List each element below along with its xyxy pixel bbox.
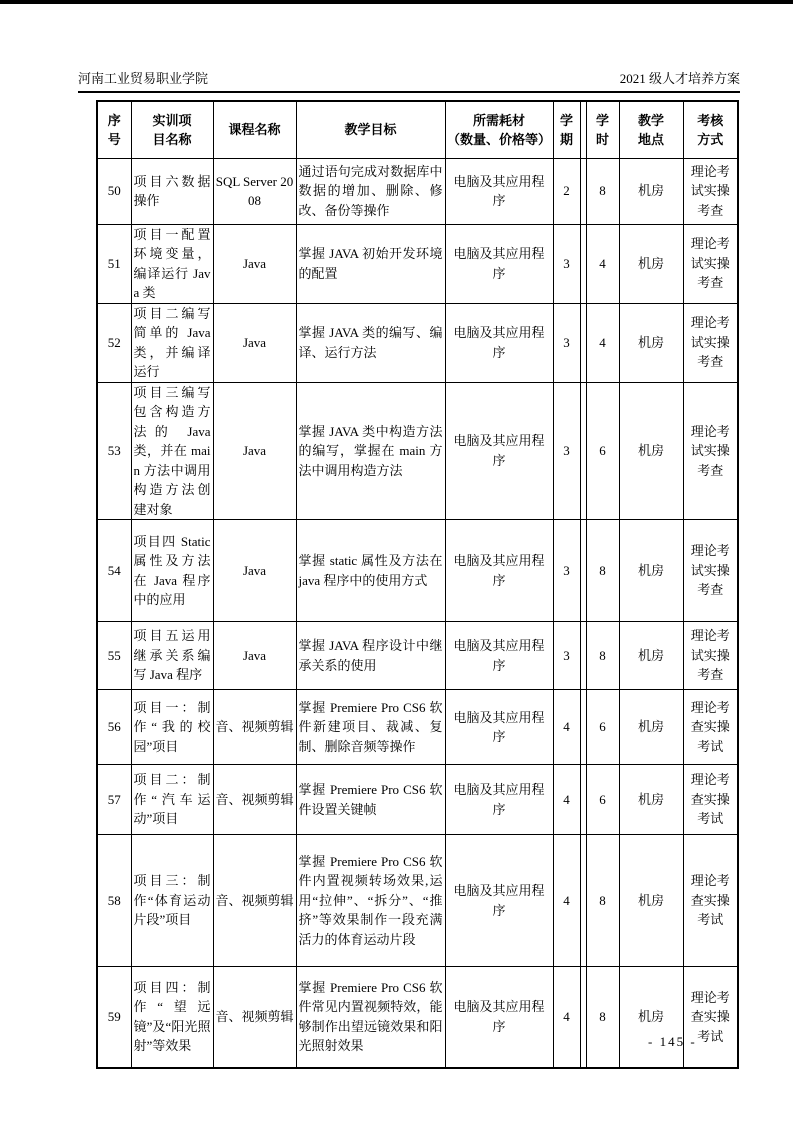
- column-header-line: （数量、价格等）: [446, 131, 551, 147]
- cell-objective: 掌握 Premiere Pro CS6 软件新建项目、裁减、复制、删除音频等操作: [296, 690, 445, 765]
- cell-objective: 掌握 Premiere Pro CS6 软件设置关键帧: [296, 765, 445, 835]
- cell-no: 56: [97, 690, 131, 765]
- column-header-hours: [586, 101, 619, 158]
- table-row: [97, 622, 738, 690]
- cell-hours: 4: [586, 224, 619, 303]
- cell-project: 项目二：制作“汽车运动”项目: [131, 765, 213, 835]
- cell-assessment: 理论考试实操考查: [683, 520, 738, 622]
- table-row: [97, 158, 738, 224]
- cell-no: 52: [97, 303, 131, 382]
- column-header-line: 实训项: [152, 112, 192, 128]
- cell-materials: 电脑及其应用程序: [445, 382, 553, 520]
- cell-course: Java: [213, 520, 296, 622]
- cell-materials: 电脑及其应用程序: [445, 835, 553, 967]
- cell-hours: 8: [586, 967, 619, 1068]
- table-row: [97, 835, 738, 967]
- cell-course: Java: [213, 303, 296, 382]
- cell-location: 机房: [619, 690, 683, 765]
- cell-project: 项目一：制作“我的校园”项目: [131, 690, 213, 765]
- cell-location: 机房: [619, 224, 683, 303]
- column-header-line: 期: [559, 131, 573, 147]
- cell-hours: 6: [586, 382, 619, 520]
- table-row: [97, 690, 738, 765]
- cell-course: SQL Server 2008: [213, 158, 296, 224]
- cell-materials: 电脑及其应用程序: [445, 622, 553, 690]
- cell-objective: 通过语句完成对数据库中数据的增加、删除、修改、备份等操作: [296, 158, 445, 224]
- cell-hours: 6: [586, 765, 619, 835]
- column-header-line: 目名称: [152, 131, 192, 147]
- page-header: [78, 71, 740, 93]
- cell-no: 53: [97, 382, 131, 520]
- cell-no: 55: [97, 622, 131, 690]
- table-row: [97, 303, 738, 382]
- cell-course: 音、视频剪辑: [213, 765, 296, 835]
- cell-assessment: 理论考试实操考查: [683, 158, 738, 224]
- table-row: [97, 967, 738, 1068]
- cell-materials: 电脑及其应用程序: [445, 224, 553, 303]
- cell-location: 机房: [619, 622, 683, 690]
- cell-semester: 3: [553, 622, 580, 690]
- column-header-line: 课程名称: [228, 122, 281, 138]
- cell-semester: 4: [553, 835, 580, 967]
- cell-project: 项目三：制作“体育运动片段”项目: [131, 835, 213, 967]
- cell-location: 机房: [619, 835, 683, 967]
- column-header-objective: [296, 101, 445, 158]
- cell-objective: 掌握 Premiere Pro CS6 软件内置视频转场效果,运用“拉伸”、“拆分”、“推挤”等效果制作一段充满活力的体育运动片段: [296, 835, 445, 967]
- cell-assessment: 理论考试实操考查: [683, 224, 738, 303]
- cell-course: 音、视频剪辑: [213, 835, 296, 967]
- cell-semester: 4: [553, 967, 580, 1068]
- cell-hours: 8: [586, 158, 619, 224]
- cell-assessment: 理论考查实操考试: [683, 690, 738, 765]
- cell-objective: 掌握 JAVA 程序设计中继承关系的使用: [296, 622, 445, 690]
- cell-course: Java: [213, 382, 296, 520]
- cell-semester: 3: [553, 303, 580, 382]
- column-header-semester: [553, 101, 580, 158]
- training-projects-table: [96, 100, 739, 1069]
- column-header-location: [619, 101, 683, 158]
- cell-assessment: 理论考试实操考查: [683, 622, 738, 690]
- column-header-project: [131, 101, 213, 158]
- cell-no: 50: [97, 158, 131, 224]
- cell-no: 57: [97, 765, 131, 835]
- table-row: [97, 224, 738, 303]
- cell-objective: 掌握 Premiere Pro CS6 软件常见内置视频特效，能够制作出望远镜效果和阳光照射效果: [296, 967, 445, 1068]
- cell-location: 机房: [619, 158, 683, 224]
- cell-project: 项目二编写简单的 Java 类，并编译运行: [131, 303, 213, 382]
- table-row: [97, 765, 738, 835]
- column-header-line: 教学: [637, 112, 664, 128]
- table-header-row: [97, 101, 738, 158]
- cell-assessment: 理论考查实操考试: [683, 835, 738, 967]
- column-header-assessment: [683, 101, 738, 158]
- cell-materials: 电脑及其应用程序: [445, 967, 553, 1068]
- cell-assessment: 理论考查实操考试: [683, 967, 738, 1068]
- cell-location: 机房: [619, 382, 683, 520]
- column-header-line: 序: [107, 112, 121, 128]
- column-header-line: 方式: [697, 131, 724, 147]
- column-header-line: 教学目标: [344, 122, 397, 138]
- cell-materials: 电脑及其应用程序: [445, 690, 553, 765]
- table-header: [97, 101, 738, 158]
- cell-materials: 电脑及其应用程序: [445, 303, 553, 382]
- cell-materials: 电脑及其应用程序: [445, 158, 553, 224]
- cell-objective: 掌握 JAVA 类中构造方法的编写，掌握在 main 方法中调用构造方法: [296, 382, 445, 520]
- cell-hours: 8: [586, 835, 619, 967]
- column-header-line: 地点: [637, 131, 664, 147]
- cell-semester: 3: [553, 520, 580, 622]
- cell-location: 机房: [619, 520, 683, 622]
- table-body: [97, 158, 738, 1068]
- cell-course: 音、视频剪辑: [213, 967, 296, 1068]
- column-header-line: 号: [107, 131, 121, 147]
- cell-objective: 掌握 static 属性及方法在 java 程序中的使用方式: [296, 520, 445, 622]
- cell-assessment: 理论考查实操考试: [683, 765, 738, 835]
- cell-project: 项目三编写包含构造方法的 Java 类，并在 main 方法中调用构造方法创建对象: [131, 382, 213, 520]
- column-header-line: 学: [595, 112, 609, 128]
- cell-project: 项目六数据操作: [131, 158, 213, 224]
- cell-course: 音、视频剪辑: [213, 690, 296, 765]
- plan-title: 2021 级人才培养方案: [619, 71, 740, 86]
- cell-no: 59: [97, 967, 131, 1068]
- cell-objective: 掌握 JAVA 类的编写、编译、运行方法: [296, 303, 445, 382]
- cell-hours: 8: [586, 520, 619, 622]
- cell-semester: 4: [553, 765, 580, 835]
- cell-assessment: 理论考试实操考查: [683, 303, 738, 382]
- cell-semester: 3: [553, 382, 580, 520]
- cell-project: 项目五运用继承关系编写 Java 程序: [131, 622, 213, 690]
- cell-semester: 2: [553, 158, 580, 224]
- cell-objective: 掌握 JAVA 初始开发环境的配置: [296, 224, 445, 303]
- cell-materials: 电脑及其应用程序: [445, 520, 553, 622]
- cell-hours: 6: [586, 690, 619, 765]
- cell-project: 项目四 Static 属性及方法在 Java 程序中的应用: [131, 520, 213, 622]
- scan-edge-bar: [0, 0, 793, 4]
- cell-location: 机房: [619, 303, 683, 382]
- table-row: [97, 382, 738, 520]
- column-header-materials: [445, 101, 553, 158]
- column-header-course: [213, 101, 296, 158]
- cell-semester: 4: [553, 690, 580, 765]
- cell-project: 项目四：制作“望远镜”及“阳光照射”等效果: [131, 967, 213, 1068]
- page-number: - 145 -: [648, 1034, 697, 1049]
- cell-no: 54: [97, 520, 131, 622]
- cell-course: Java: [213, 622, 296, 690]
- table-row: [97, 520, 738, 622]
- cell-location: 机房: [619, 765, 683, 835]
- column-header-line: 所需耗材: [472, 112, 525, 128]
- column-header-line: 时: [595, 131, 609, 147]
- column-header-line: 考核: [697, 112, 724, 128]
- cell-no: 58: [97, 835, 131, 967]
- cell-semester: 3: [553, 224, 580, 303]
- school-name: 河南工业贸易职业学院: [78, 71, 209, 86]
- column-header-line: 学: [559, 112, 573, 128]
- cell-no: 51: [97, 224, 131, 303]
- cell-assessment: 理论考试实操考查: [683, 382, 738, 520]
- cell-hours: 4: [586, 303, 619, 382]
- cell-materials: 电脑及其应用程序: [445, 765, 553, 835]
- cell-hours: 8: [586, 622, 619, 690]
- cell-project: 项目一配置环境变量，编译运行 Java 类: [131, 224, 213, 303]
- cell-location: 机房: [619, 967, 683, 1068]
- cell-course: Java: [213, 224, 296, 303]
- column-header-no: [97, 101, 131, 158]
